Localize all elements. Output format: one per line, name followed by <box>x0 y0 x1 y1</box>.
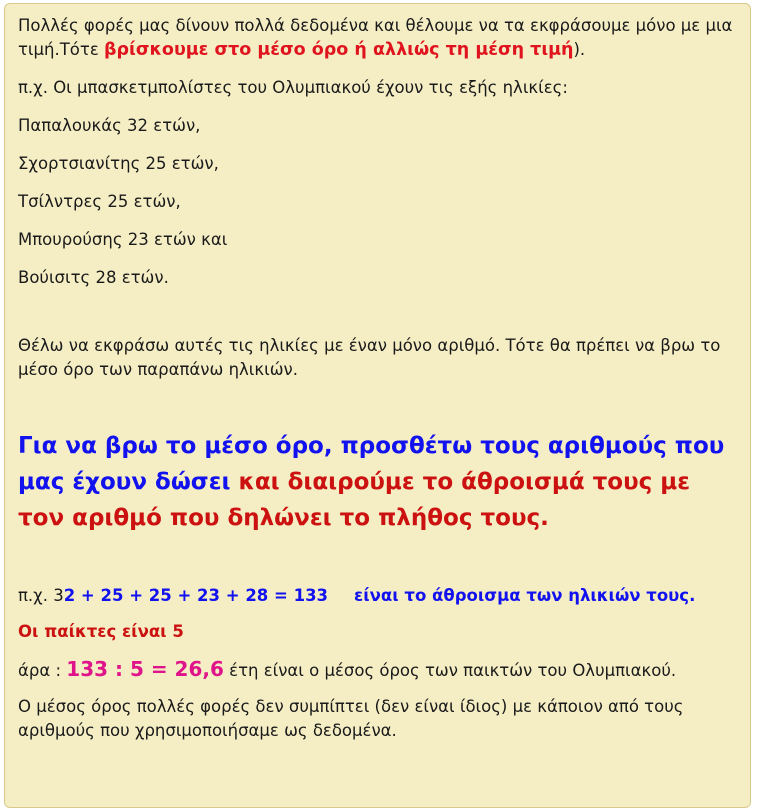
result-line <box>18 657 740 683</box>
intro-text: Πολλές φορές μας δίνουν πολλά δεδομένα και θέλουμε να τα εκφράσουμε μόνο με μια τιμή.Τότε <box>18 16 733 59</box>
sum-prefix: π.χ. 3 <box>18 586 64 605</box>
intro-paragraph <box>18 14 740 62</box>
content-panel <box>4 3 751 808</box>
intro-end: ). <box>573 40 586 59</box>
result-expression: 133 : 5 = 26,6 <box>66 657 224 681</box>
sum-expression: 2 + 25 + 25 + 23 + 28 = 133 <box>63 586 329 605</box>
players-count: Οι παίκτες είναι 5 <box>18 622 184 641</box>
rule-red-text: και διαιρούμε το άθροισμά τους με τον αριθμό που δηλώνει το πλήθος τους. <box>18 469 691 531</box>
note-paragraph: Ο μέσος όρος πολλές φορές δεν συμπίπτει (δεν είναι ίδιος) με κάποιον από τους αριθμούς που χρησιμοποιήσαμε ως δεδομένα. <box>18 697 684 740</box>
intro-highlight: βρίσκουμε στο μέσο όρο ή αλλιώς τη μέση τιμή <box>104 40 574 60</box>
player-line: Μπουρούσης 23 ετών και <box>18 230 228 249</box>
sum-suffix: είναι το άθροισμα των ηλικιών τους. <box>354 586 696 605</box>
rule-paragraph <box>18 428 740 536</box>
result-suffix: έτη είναι ο μέσος όρος των παικτών του Ολυμπιακού. <box>223 661 677 680</box>
player-line: Σχορτσιανίτης 25 ετών, <box>18 154 219 173</box>
player-line: Παπαλουκάς 32 ετών, <box>18 116 201 135</box>
player-line: Βούισιτς 28 ετών. <box>18 268 169 287</box>
result-prefix: άρα : <box>18 661 67 680</box>
express-paragraph: Θέλω να εκφράσω αυτές τις ηλικίες με έναν μόνο αριθμό. Τότε θα πρέπει να βρω το μέσο όρο των παραπάνω ηλικιών. <box>18 336 721 379</box>
sum-example <box>18 584 740 608</box>
player-line: Τσίλντρες 25 ετών, <box>18 192 181 211</box>
rule-blue-text: Για να βρω το μέσο όρο, προσθέτω τους αριθμούς που μας έχουν δώσει <box>18 433 725 495</box>
example-intro: π.χ. Οι μπασκετμπολίστες του Ολυμπιακού έχουν τις εξής ηλικίες: <box>18 78 568 97</box>
